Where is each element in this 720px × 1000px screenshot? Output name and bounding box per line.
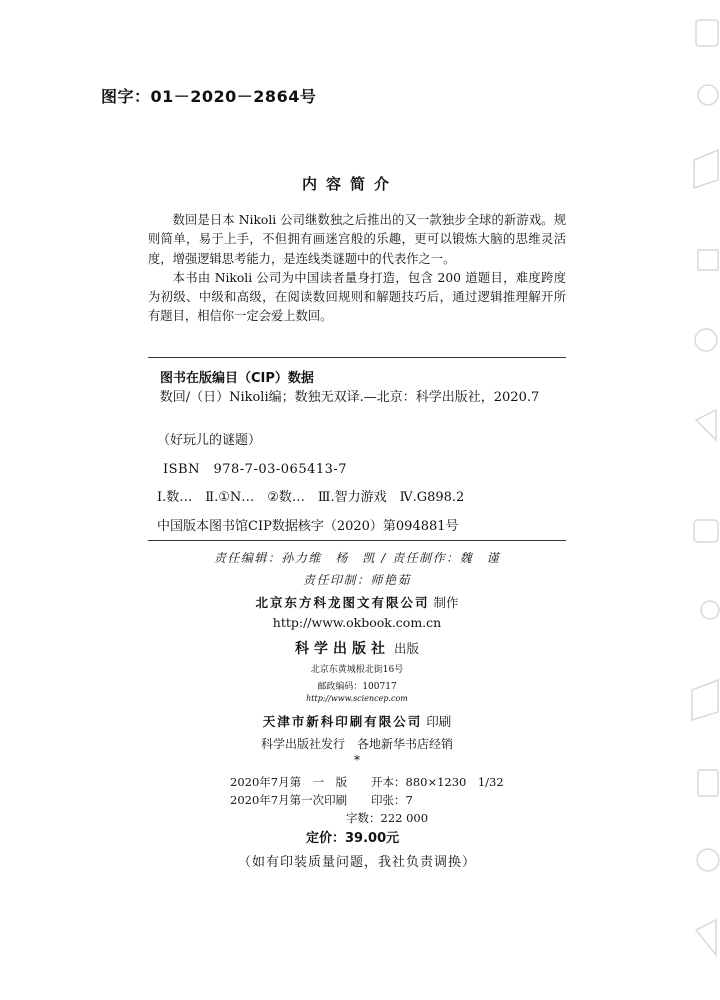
intro-text [148,211,566,327]
price: 定价：39.00元 [306,831,400,846]
registration-number: 图字：01－2020－2864号 [101,87,317,106]
format: 开本：880×1230 1/32 [371,775,504,789]
watermark-pattern [686,0,720,1000]
producer-role: 制作 [433,595,459,610]
cip-check-number: 中国版本图书馆CIP数据核字（2020）第094881号 [157,519,459,534]
word-count: 字数：222 000 [346,811,429,825]
publisher-postcode: 邮政编码：100717 [317,682,397,692]
cip-series: （好玩儿的谜题） [157,433,262,448]
printing-supervisor: 责任印制：师艳茹 [302,573,411,587]
printing: 2020年7月第一次印刷 [230,793,348,807]
cip-classification: Ⅰ.数… Ⅱ.①N… ②数… Ⅲ.智力游戏 Ⅳ.G898.2 [157,490,465,505]
producer-name: 北京东方科龙图文有限公司 [255,595,430,610]
producer-line [148,593,566,611]
quality-notice: （如有印装质量问题，我社负责调换） [237,855,476,870]
cip-main-entry: 数回/（日）Nikoli编；数独无双译.—北京：科学出版社，2020.7 [159,390,540,405]
intro-paragraph: 本书由 Nikoli 公司为中国读者量身打造，包含 200 道题目，难度跨度为初级、中级和高级，在阅读数回规则和解题技巧后，通过逻辑推理解开所有题目，相信你一定会爱上数回。 [148,270,566,324]
divider [148,540,566,541]
printer-name: 天津市新科印刷有限公司 [262,714,423,729]
publisher-role: 出版 [393,641,419,656]
publisher-line [148,638,566,658]
intro-paragraph: 数回是日本 Nikoli 公司继数独之后推出的又一款独步全球的新游戏。规则简单，易于上手，不但拥有画迷宫般的乐趣，更可以锻炼大脑的思维灵活度，增强逻辑思考能力，是连线类谜题中的代表作之一。 [148,213,566,266]
cip-isbn: ISBN 978-7-03-065413-7 [163,462,348,477]
publisher-address: 北京东黄城根北街16号 [310,665,404,675]
sheets: 印张：7 [371,793,413,807]
cip-title: 图书在版编目（CIP）数据 [160,371,314,386]
publisher-url: http://www.sciencep.com [306,694,408,703]
printer-line [148,712,566,730]
separator-star: * [354,753,360,767]
publisher-name: 科学出版社 [295,641,390,657]
divider [148,357,566,358]
edition: 2020年7月第 一 版 [230,775,348,789]
producer-url: http://www.okbook.com.cn [272,615,442,630]
responsible-editors: 责任编辑：孙力维 杨 凯 / 责任制作：魏 谨 [213,551,501,565]
intro-title: 内容简介 [301,175,398,193]
printer-role: 印刷 [426,714,452,729]
distribution: 科学出版社发行 各地新华书店经销 [260,737,453,751]
